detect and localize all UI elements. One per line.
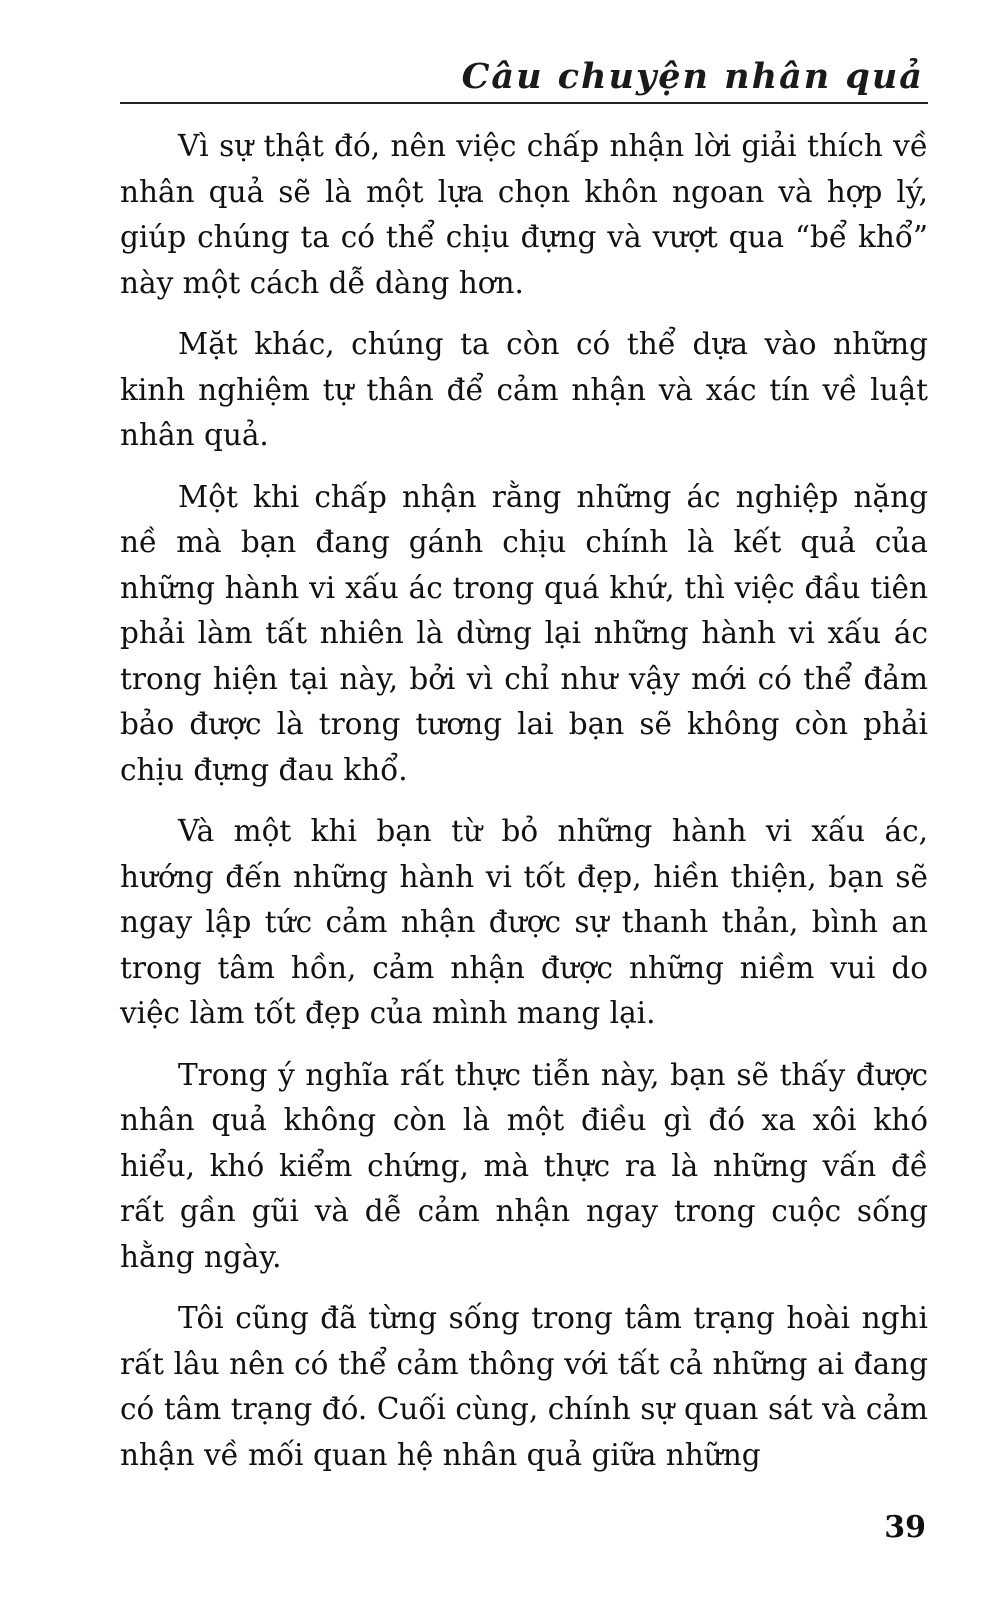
body-text — [120, 124, 928, 1494]
running-header: Câu chuyện nhân quả — [461, 56, 924, 97]
paragraph-1: Vì sự thật đó, nên việc chấp nhận lời giải thích về nhân quả sẽ là một lựa chọn khôn ngoan và hợp lý, giúp chúng ta có thể chịu đựng và vượt qua “bể khổ” này một cách dễ dàng hơn. — [120, 129, 928, 300]
paragraph-4: Và một khi bạn từ bỏ những hành vi xấu ác, hướng đến những hành vi tốt đẹp, hiền thiện, bạn sẽ ngay lập tức cảm nhận được sự thanh thản, bình an trong tâm hồn, cảm nhận được những niềm vui do việc làm tốt đẹp của mình mang lại. — [120, 814, 928, 1030]
page-number: 39 — [884, 1510, 926, 1545]
paragraph-6: Tôi cũng đã từng sống trong tâm trạng hoài nghi rất lâu nên có thể cảm thông với tất cả những ai đang có tâm trạng đó. Cuối cùng, chính sự quan sát và cảm nhận về mối quan hệ nhân quả giữa những — [120, 1301, 928, 1472]
paragraph-5: Trong ý nghĩa rất thực tiễn này, bạn sẽ thấy được nhân quả không còn là một điều gì đó xa xôi khó hiểu, khó kiểm chứng, mà thực ra là những vấn đề rất gần gũi và dễ cảm nhận ngay trong cuộc sống hằng ngày. — [120, 1057, 928, 1274]
paragraph-2: Mặt khác, chúng ta còn có thể dựa vào những kinh nghiệm tự thân để cảm nhận và xác tín về luật nhân quả. — [120, 327, 928, 452]
paragraph-3: Một khi chấp nhận rằng những ác nghiệp nặng nề mà bạn đang gánh chịu chính là kết quả của những hành vi xấu ác trong quá khứ, thì việc đầu tiên phải làm tất nhiên là dừng lại những hành vi xấu ác trong hiện tại này, bởi vì chỉ như vậy mới có thể đảm bảo được là trong tương lai bạn sẽ không còn phải chịu đựng đau khổ. — [120, 479, 928, 787]
header-rule — [120, 102, 928, 104]
